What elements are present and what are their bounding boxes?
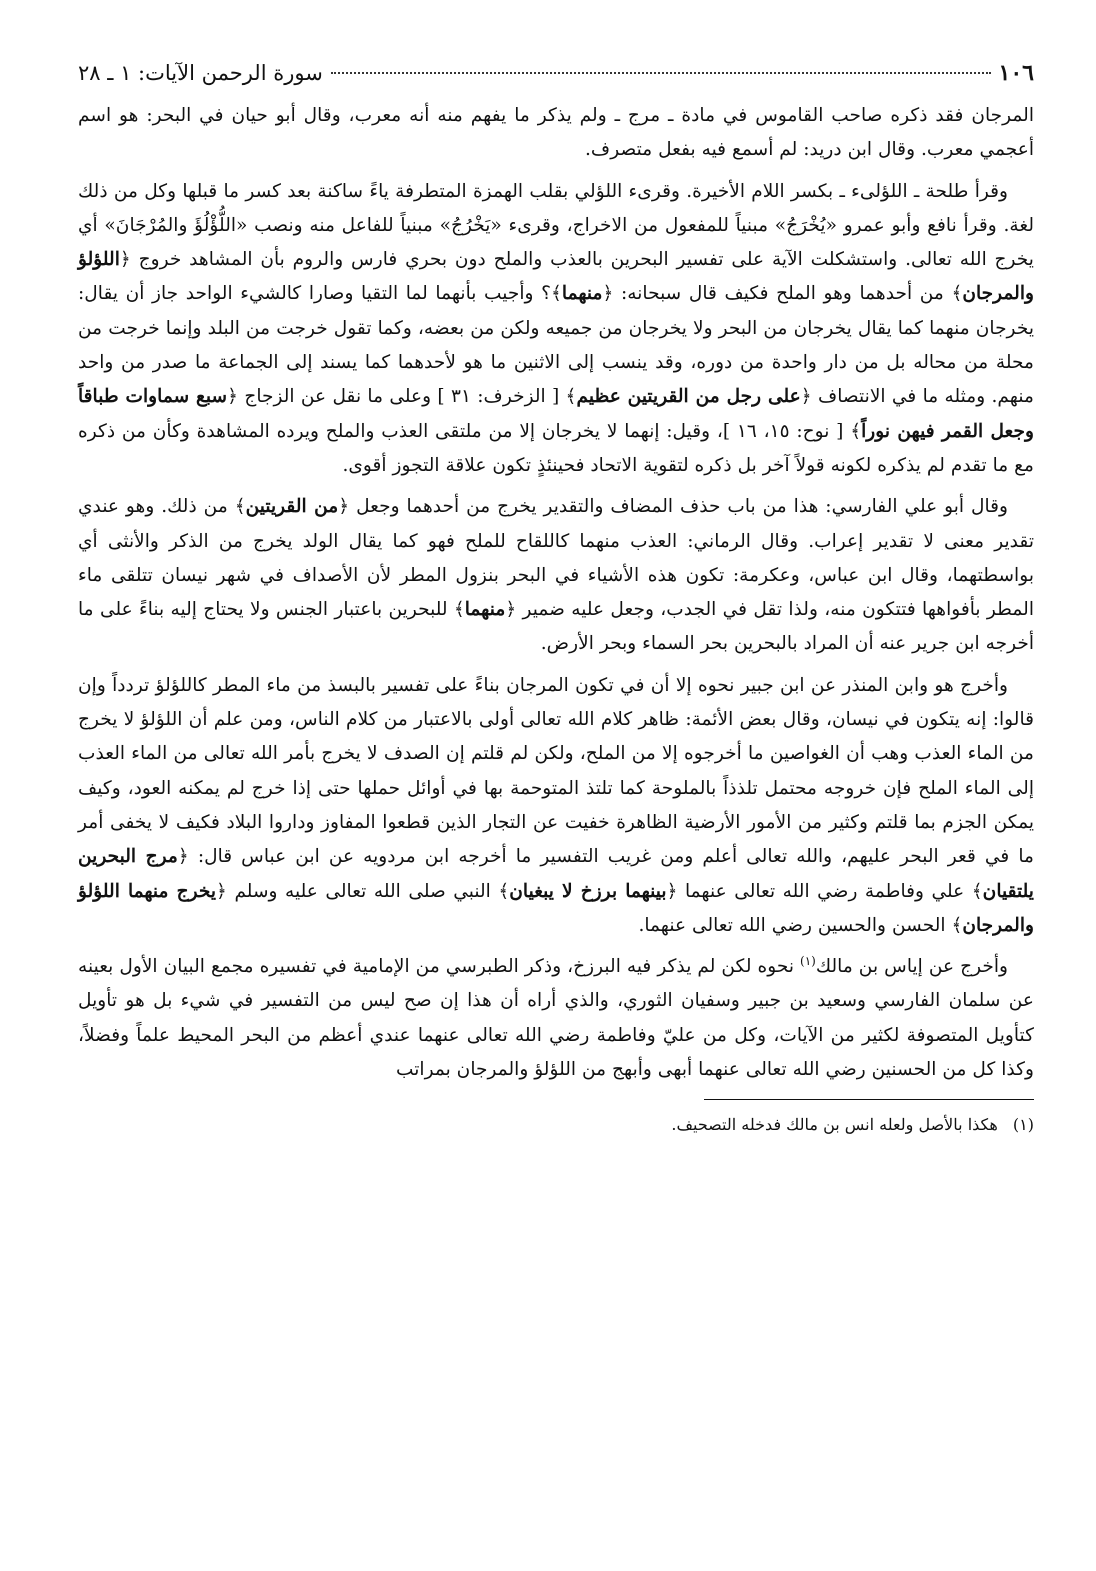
ornate-bracket-close: ﴾ <box>951 914 963 936</box>
ornate-bracket-close: ﴾ <box>498 880 510 902</box>
quran-quote-text: من القريتين <box>245 496 339 518</box>
paragraph-2 <box>78 175 1034 484</box>
ornate-bracket-open: ﴿ <box>666 880 678 902</box>
quran-quote <box>551 283 613 304</box>
ornate-bracket-close: ﴾ <box>551 283 562 305</box>
ornate-bracket-close: ﴾ <box>971 880 983 902</box>
ornate-bracket-open: ﴿ <box>177 846 189 868</box>
ornate-bracket-open: ﴿ <box>800 386 812 408</box>
quran-quote-text: يخرج منهما اللؤلؤ والمرجان <box>78 880 1034 936</box>
paragraph-text: للبحرين باعتبار الجنس ولا يحتاج إليه بناءً على ما أخرجه ابن جرير عنه أن المراد بالبحرين بحر السماء وبحر الأرض. <box>78 599 1034 655</box>
footnote <box>78 1112 1034 1138</box>
paragraph-text: وأخرج هو وابن المنذر عن ابن جبير نحوه إلا أن في تكون المرجان بناءً على تفسير بالبسذ من ماء المطر كاللؤلؤ تردداً وإن قالوا: إنه يتكون في نيسان، وقال بعض الأئمة: ظاهر كلام الله تعالى أولى بالاعتبار من كلام الناس، ومن علم أن اللؤلؤ لا يخرج من الماء العذب وهب أن الغواصين ما أخرجوه إلا من الملح، ولكن لم قلتم إن الصدف لا يخرج بأمر الله تعالى من الماء العذب إلى الماء الملح فإن خروجه محتمل تلذذاً بالملوحة كما تلتذ المتوحمة بها في أوائل حملها حتى إذا خرج لم يمكنه العود، وكيف يمكن الجزم بما قلتم وكثير من الأمور الأرضية الظاهرة خفيت عن التجار الذين قطعوا المفاوز وداروا البلاد فكيف لا يخفى أمر ما في قعر البحر عليهم، والله تعالى أعلم ومن غريب التفسير ما أخرجه ابن مردويه عن ابن عباس قال: <box>78 674 1034 868</box>
quran-quote <box>498 881 677 902</box>
paragraph-text: ؟ وأجيب بأنهما لما التقيا وصارا كالشيء الواحد جاز أن يقال: يخرجان منهما كما يقال يخرجان من البحر ولا يخرجان من جميعه ولكن من بعضه، وكما تقول خرجت من البلد وإنما خرجت من محلة من محاله بل من دار واحدة من دوره، وقد ينسب إلى الاثنين ما هو لأحدهما كما يسند إلى الجماعة ما صدر من واحد منهم. ومثله ما في الانتصاف <box>78 283 1034 408</box>
ornate-bracket-close: ﴾ <box>453 599 465 621</box>
footnote-divider <box>704 1099 1034 1100</box>
quran-quote-text: على رجل من القريتين عظيم <box>576 386 801 408</box>
paragraph-5 <box>78 950 1034 1087</box>
paragraph-text: وقرأ طلحة ـ اللؤلىء ـ بكسر اللام الأخيرة. وقرىء اللؤلي بقلب الهمزة المتطرفة ياءً ساكنة بعد كسر ما قبلها وكل من ذلك لغة. وقرأ نافع وأبو عمرو «يُخْرَجُ» مبنياً للمفعول من الاخراج، وقرىء «يَخْرُجُ» مبنياً للفاعل منه ونصب «اللُّؤْلُؤَ والمُرْجَانَ» أي يخرج الله تعالى. واستشكلت الآية على تفسير البحرين بالعذب والملح دون بحري فارس والروم بأن المشاهد خروج <box>78 180 1034 271</box>
paragraph-text: من أحدهما وهو الملح فكيف قال سبحانه: <box>621 283 944 305</box>
paragraph-text: علي وفاطمة رضي الله تعالى عنهما <box>685 880 965 902</box>
paragraph-text: من ذلك. وهو عندي تقدير معنى لا تقدير إعراب. وقال الرماني: العذب منهما كاللقاح للملح فهو كما يقال الولد يخرج من الذكر والأنثى أي بواسطتهما، وقال ابن عباس، وعكرمة: تكون هذه الأشياء في البحر بنزول المطر لأن الأصداف في شهر نيسان تتلقى ماء المطر بأفواهها فتتكون منه، ولذا تقل في الجدب، وجعل عليه ضمير <box>78 496 1034 621</box>
quran-quote-text: سبع سماوات طباقاً وجعل القمر فيهن نوراً <box>78 386 1035 442</box>
ornate-bracket-open: ﴿ <box>505 599 517 621</box>
quran-quote-text: بينهما برزخ لا يبغيان <box>509 880 667 902</box>
quran-quote-text: اللؤلؤ والمرجان <box>78 249 1034 305</box>
page-number: ١٠٦ <box>998 60 1034 86</box>
quran-quote <box>235 496 349 517</box>
ornate-bracket-open: ﴿ <box>338 496 350 518</box>
running-header <box>78 60 1034 95</box>
document-page <box>78 60 1034 1531</box>
paragraph-text: [ نوح: ١٥، ١٦ ]، وقيل: إنهما لا يخرجان إلا من ملتقى العذب والملح ويرده المشاهدة وكأن من ذكره مع ما تقدم لم يذكره لكونه قولاً آخر بل ذكره لتقوية الاتحاد فحينئذٍ تكون علاقة التجوز أقوى. <box>78 420 1034 476</box>
ornate-bracket-close: ﴾ <box>234 496 246 518</box>
paragraph-text: وقال أبو علي الفارسي: هذا من باب حذف المضاف والتقدير يخرج من أحدهما وجعل <box>356 496 1009 518</box>
footnote-reference[interactable]: (١) <box>800 953 816 968</box>
paragraph-text: المرجان فقد ذكره صاحب القاموس في مادة ـ مرج ـ ولم يذكر ما يفهم منه أنه معرب، وقال أبو حيان في البحر: هو اسم أعجمي معرب. وقال ابن دريد: لم أسمع فيه بفعل متصرف. <box>78 105 1034 161</box>
ornate-bracket-close: ﴾ <box>565 386 577 408</box>
quran-quote-text: منهما <box>561 283 603 305</box>
paragraph-4 <box>78 669 1034 943</box>
paragraph-text: نحوه لكن لم يذكر فيه البرزخ، وذكر الطبرسي من الإمامية في تفسيره مجمع البيان الأول بعينه عن سلمان الفارسي وسعيد بن جبير وسفيان الثوري، والذي أراه أن هذا إن صح ليس من التفسير في شيء بل هو تأويل كتأويل المتصوفة لكثير من الآيات، وكل من عليّ وفاطمة رضي الله تعالى عنهما عندي أعظم من البحر المحيط علماً وفضلاً، وكذا كل من الحسنين رضي الله تعالى عنهما أبهى وأبهج من اللؤلؤ والمرجان بمراتب <box>78 956 1034 1081</box>
paragraph-text: [ الزخرف: ٣١ ] وعلى ما نقل عن الزجاج <box>244 386 560 408</box>
paragraph-text: الحسن والحسين رضي الله تعالى عنهما. <box>638 914 946 936</box>
footnote-number: (١) <box>1012 1115 1034 1135</box>
section-title: سورة الرحمن الآيات: ١ ـ ٢٨ <box>78 61 323 85</box>
ornate-bracket-open: ﴿ <box>227 386 239 408</box>
paragraph-3 <box>78 490 1034 661</box>
quran-quote <box>566 386 812 407</box>
paragraph-1 <box>78 99 1034 168</box>
ornate-bracket-open: ﴿ <box>602 283 614 305</box>
ornate-bracket-close: ﴾ <box>850 420 862 442</box>
quran-quote <box>454 599 516 620</box>
ornate-bracket-close: ﴾ <box>951 283 963 305</box>
header-leader-dots <box>331 72 991 74</box>
ornate-bracket-open: ﴿ <box>216 880 227 902</box>
paragraph-text: وأخرج عن إياس بن مالك <box>815 956 1008 978</box>
quran-quote-text: منهما <box>464 599 506 621</box>
quran-quote-text: مرج البحرين يلتقيان <box>78 846 1034 902</box>
paragraph-text: النبي صلى الله تعالى عليه وسلم <box>234 880 491 902</box>
footnote-text: هكذا بالأصل ولعله انس بن مالك فدخله التصحيف. <box>671 1115 998 1135</box>
ornate-bracket-open: ﴿ <box>119 249 131 271</box>
body-text <box>78 99 1034 1087</box>
